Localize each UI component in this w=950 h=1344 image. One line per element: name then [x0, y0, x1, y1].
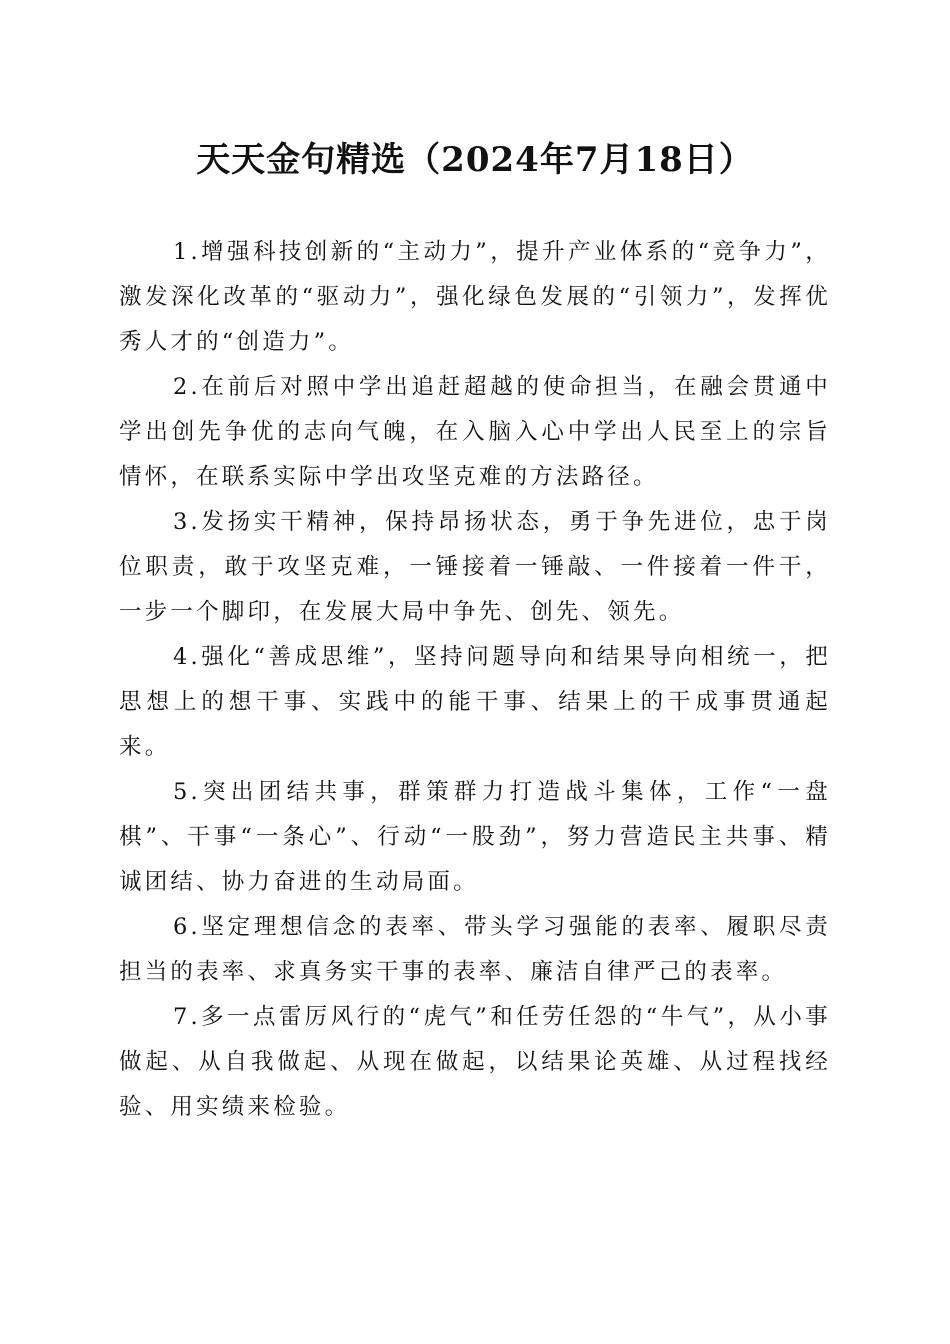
document-title: 天天金句精选（2024年7月18日）: [196, 140, 754, 180]
quote-item-1: 1.增强科技创新的“主动力”，提升产业体系的“竞争力”，激发深化改革的“驱动力”，强化绿色发展的“引领力”，发挥优秀人才的“创造力”。: [119, 239, 831, 355]
quote-item-4: 4.强化“善成思维”，坚持问题导向和结果导向相统一，把思想上的想干事、实践中的能干事、结果上的干成事贯通起来。: [119, 644, 831, 760]
quote-item-7: 7.多一点雷厉风行的“虎气”和任劳任怨的“牛气”，从小事做起、从自我做起、从现在做起，以结果论英雄、从过程找经验、用实绩来检验。: [119, 1004, 831, 1120]
quote-item-6: 6.坚定理想信念的表率、带头学习强能的表率、履职尽责担当的表率、求真务实干事的表率、廉洁自律严己的表率。: [119, 914, 831, 985]
quote-item-3: 3.发扬实干精神，保持昂扬状态，勇于争先进位，忠于岗位职责，敢于攻坚克难，一锤接着一锤敲、一件接着一件干，一步一个脚印，在发展大局中争先、创先、领先。: [119, 509, 831, 625]
quote-item-5: 5.突出团结共事，群策群力打造战斗集体，工作“一盘棋”、干事“一条心”、行动“一股劲”，努力营造民主共事、精诚团结、协力奋进的生动局面。: [119, 779, 831, 895]
quote-item-2: 2.在前后对照中学出追赶超越的使命担当，在融会贯通中学出创先争优的志向气魄，在入脑入心中学出人民至上的宗旨情怀，在联系实际中学出攻坚克难的方法路径。: [119, 374, 831, 490]
document-body: [119, 230, 831, 1130]
